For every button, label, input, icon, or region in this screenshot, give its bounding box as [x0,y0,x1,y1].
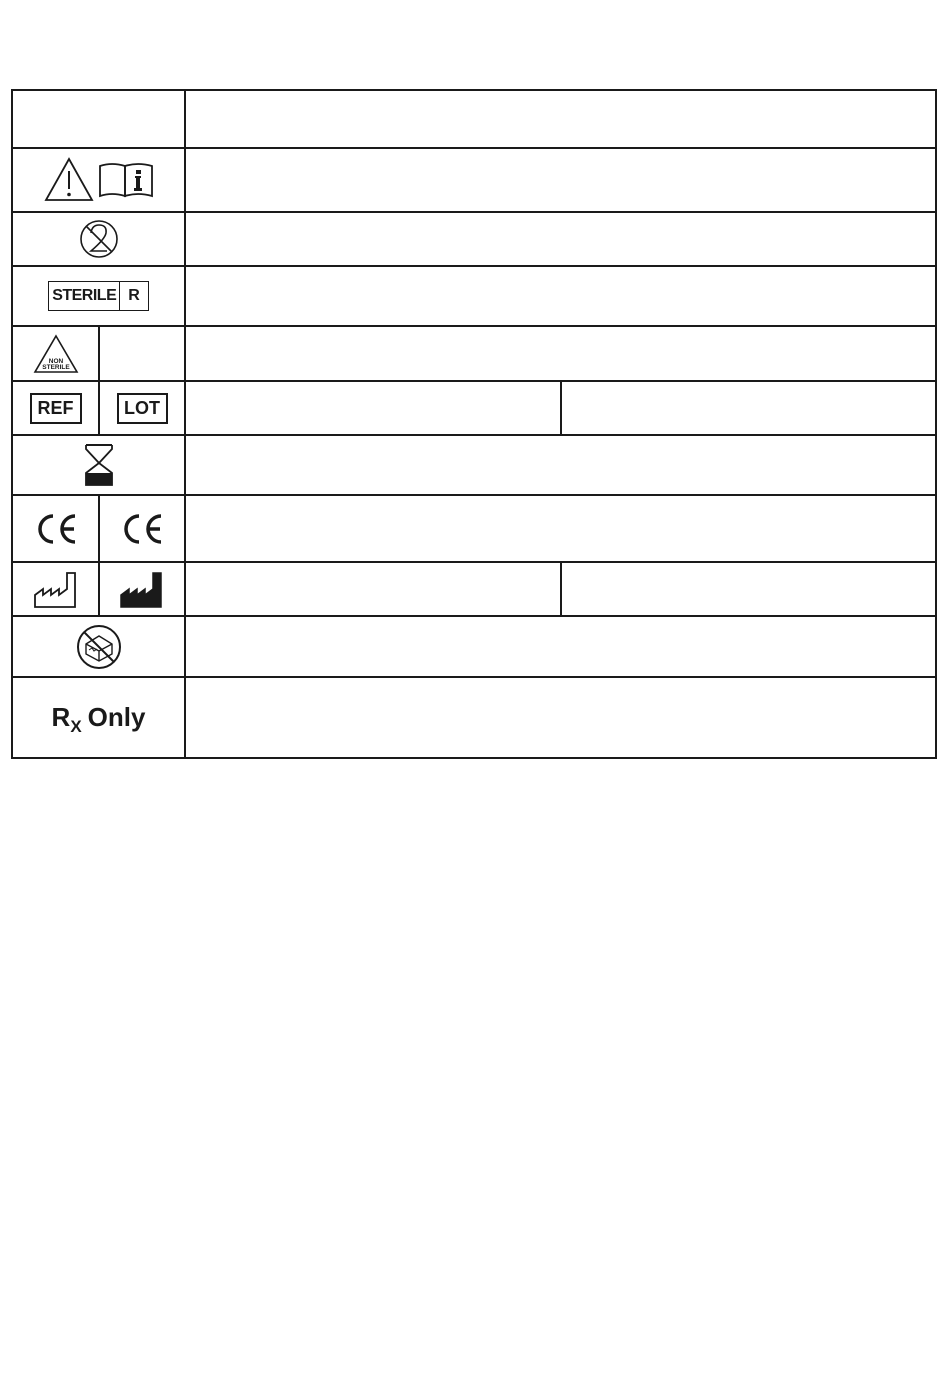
rx-only-icon [51,702,146,736]
ce-mark-icon [34,512,78,546]
symbol-split-divider [98,325,100,382]
symbol-cell-lot [100,382,184,434]
symbol-cell-ref [13,382,98,434]
description-split-divider [560,561,562,617]
table-border-bottom [11,757,937,759]
non-sterile-line1: NON [48,357,63,365]
do-not-use-if-damaged-icon [76,624,122,670]
non-sterile-icon [33,334,79,374]
non-sterile-line2: STERILE [41,363,70,371]
do-not-reuse-icon [79,219,119,259]
table-border-top [11,89,937,91]
symbol-cell-use-by [13,436,184,494]
symbol-cell-non-sterile [13,327,98,380]
sterile-radiation-icon [48,281,149,311]
catalog-number-icon: REF [30,393,82,424]
manufacturer-icon [119,569,165,609]
caution-icon [44,157,94,203]
rx-x: X [70,717,82,736]
description-split-divider [560,380,562,436]
rx-only-label: Only [87,702,146,732]
ce-mark-icon [120,512,164,546]
symbol-cell-damaged-package [13,617,184,676]
use-by-date-icon [84,443,114,487]
column-divider [184,89,186,759]
lot-number-icon: LOT [117,393,168,424]
table-border-right [935,89,937,759]
symbol-cell-date-of-manufacture [13,563,98,615]
sterile-method-label: R [128,287,140,304]
consult-instructions-icon [98,162,154,198]
symbol-cell-ce-1 [13,496,98,561]
date-of-manufacture-icon [33,569,79,609]
row-divider [11,325,937,327]
sterile-label: STERILE [49,282,120,310]
symbol-cell-ce-2 [100,496,184,561]
symbols-table [11,89,937,759]
symbol-cell-rx-only [13,678,184,757]
symbol-cell-single-use [13,213,184,265]
symbol-cell-caution [13,149,184,211]
symbol-cell-sterile [13,267,184,325]
symbol-cell-manufacturer [100,563,184,615]
rx-r: R [51,702,71,732]
